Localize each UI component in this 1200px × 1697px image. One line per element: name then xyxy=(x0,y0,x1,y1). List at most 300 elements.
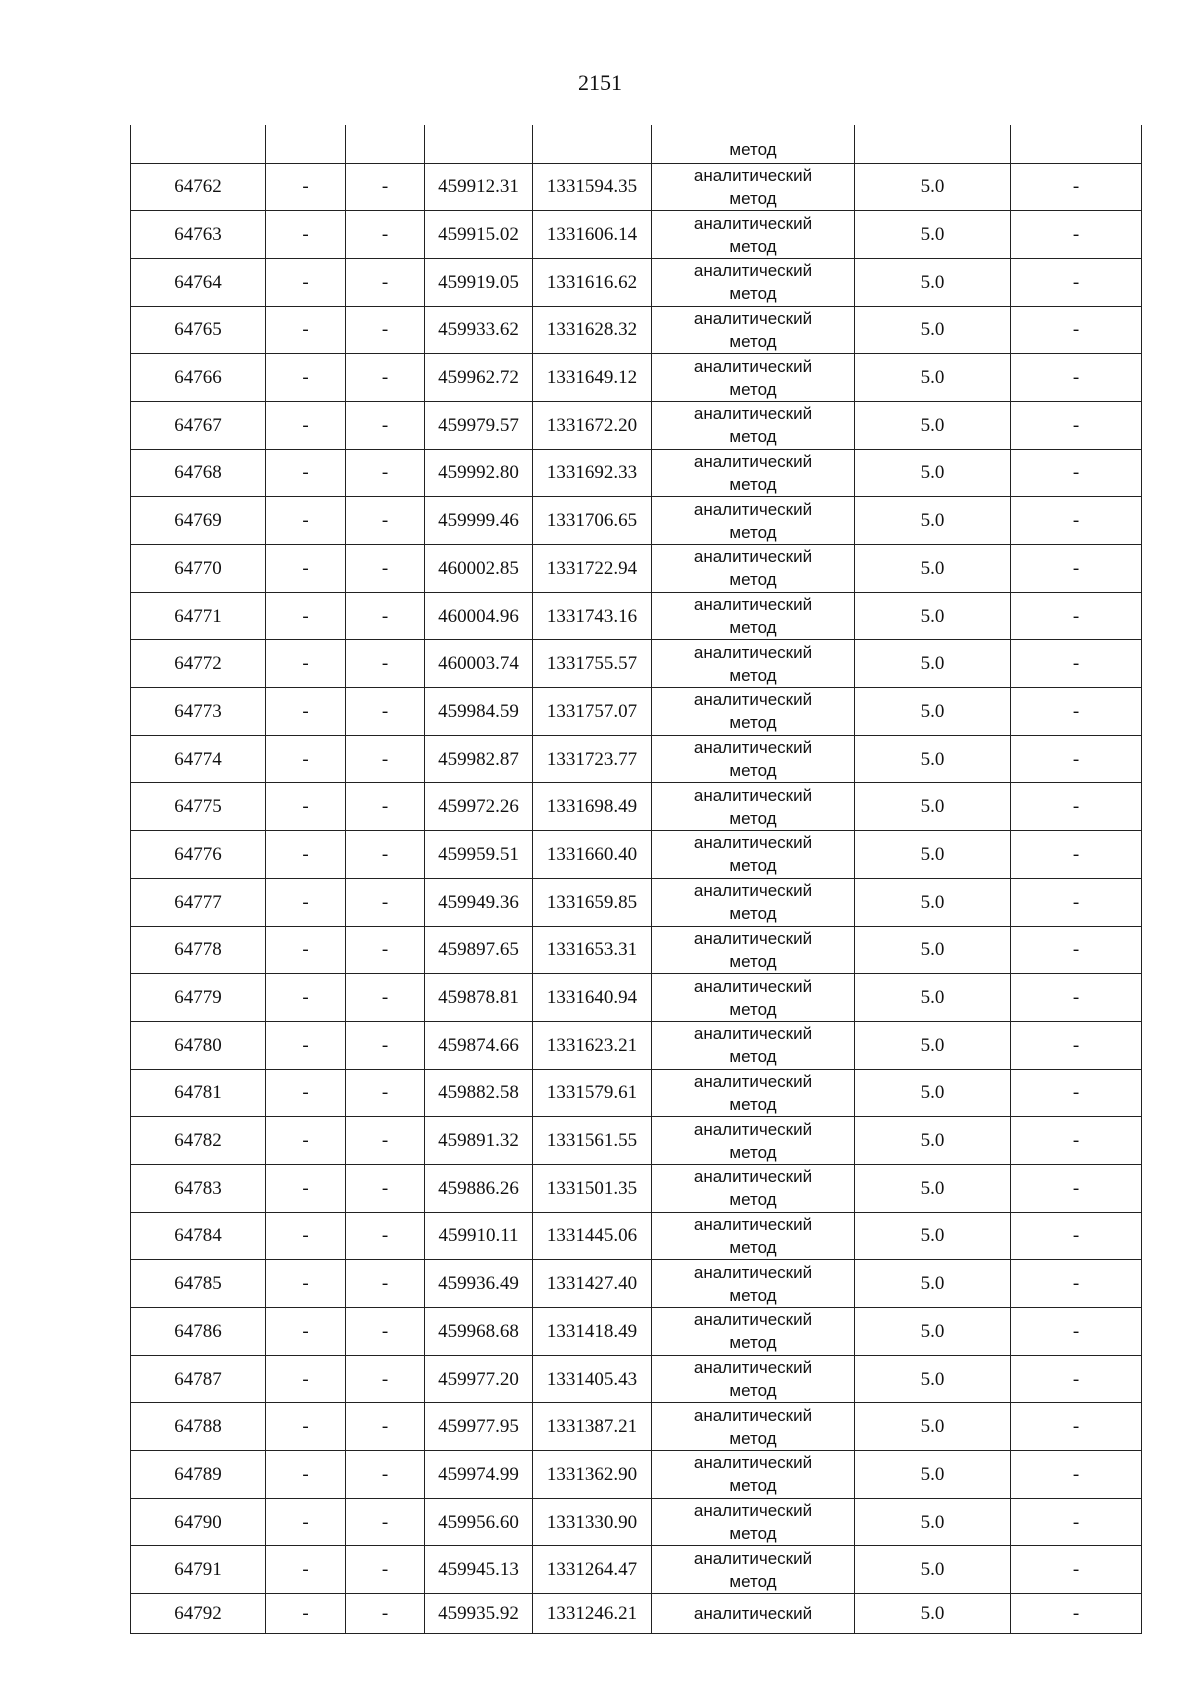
method-line-1: аналитический xyxy=(693,1501,813,1521)
dash-cell: - xyxy=(1011,640,1142,688)
method-line-2: метод xyxy=(729,713,777,733)
method-line-1: аналитический xyxy=(693,404,813,424)
accuracy-cell: 5.0 xyxy=(855,258,1011,306)
dash-cell: - xyxy=(1011,688,1142,736)
method-cell xyxy=(652,497,855,545)
table-row xyxy=(131,1451,1142,1499)
method-line-2: метод xyxy=(729,856,777,876)
y-coordinate-cell: 1331743.16 xyxy=(533,592,652,640)
y-coordinate-cell: 1331264.47 xyxy=(533,1546,652,1594)
dash-cell: - xyxy=(1011,926,1142,974)
dash-cell: - xyxy=(1011,783,1142,831)
y-coordinate-cell: 1331427.40 xyxy=(533,1260,652,1308)
x-coordinate-cell: 459979.57 xyxy=(425,401,533,449)
accuracy-cell: 5.0 xyxy=(855,783,1011,831)
dash-cell: - xyxy=(346,926,425,974)
dash-cell: - xyxy=(266,449,346,497)
dash-cell: - xyxy=(346,592,425,640)
dash-cell: - xyxy=(346,1403,425,1451)
table-row xyxy=(131,1021,1142,1069)
y-coordinate-cell: 1331616.62 xyxy=(533,258,652,306)
method-cell xyxy=(652,1117,855,1165)
dash-cell: - xyxy=(266,640,346,688)
method-cell xyxy=(652,592,855,640)
dash-cell: - xyxy=(346,497,425,545)
method-line-1: аналитический xyxy=(693,1071,813,1091)
dash-cell: - xyxy=(1011,545,1142,593)
dash-cell: - xyxy=(346,1498,425,1546)
method-line-1: аналитический xyxy=(693,785,813,805)
table-row xyxy=(131,878,1142,926)
coordinates-table xyxy=(130,125,1142,1634)
table-row xyxy=(131,1069,1142,1117)
point-number-cell: 64785 xyxy=(131,1260,266,1308)
point-number-cell: 64790 xyxy=(131,1498,266,1546)
dash-cell: - xyxy=(1011,1594,1142,1634)
dash-cell: - xyxy=(1011,1212,1142,1260)
y-coordinate-cell: 1331659.85 xyxy=(533,878,652,926)
point-number-cell: 64787 xyxy=(131,1355,266,1403)
method-cell xyxy=(652,1498,855,1546)
dash-cell: - xyxy=(266,1308,346,1356)
dash-cell: - xyxy=(266,354,346,402)
y-coordinate-cell: 1331692.33 xyxy=(533,449,652,497)
x-coordinate-cell: 459992.80 xyxy=(425,449,533,497)
dash-cell: - xyxy=(346,545,425,593)
method-cell xyxy=(652,1403,855,1451)
table-row xyxy=(131,545,1142,593)
method-cell xyxy=(652,1355,855,1403)
point-number-cell: 64769 xyxy=(131,497,266,545)
accuracy-cell: 5.0 xyxy=(855,1308,1011,1356)
accuracy-cell: 5.0 xyxy=(855,401,1011,449)
method-line-1: аналитический xyxy=(693,1358,813,1378)
dash-cell: - xyxy=(346,163,425,211)
method-line-1: аналитический xyxy=(693,976,813,996)
dash-cell: - xyxy=(266,688,346,736)
dash-cell: - xyxy=(346,1069,425,1117)
dash-cell: - xyxy=(1011,163,1142,211)
x-coordinate-cell: 459878.81 xyxy=(425,974,533,1022)
accuracy-cell: 5.0 xyxy=(855,1546,1011,1594)
dash-cell: - xyxy=(1011,401,1142,449)
table-row xyxy=(131,1164,1142,1212)
y-coordinate-cell: 1331330.90 xyxy=(533,1498,652,1546)
x-coordinate-cell: 459919.05 xyxy=(425,258,533,306)
y-coordinate-cell: 1331387.21 xyxy=(533,1403,652,1451)
dash-cell: - xyxy=(266,1594,346,1634)
dash-cell: - xyxy=(346,1451,425,1499)
table-row xyxy=(131,688,1142,736)
dash-cell: - xyxy=(1011,497,1142,545)
dash-cell: - xyxy=(266,592,346,640)
dash-cell: - xyxy=(346,354,425,402)
dash-cell: - xyxy=(346,258,425,306)
table-row xyxy=(131,783,1142,831)
table-row xyxy=(131,1117,1142,1165)
accuracy-cell: 5.0 xyxy=(855,163,1011,211)
dash-cell: - xyxy=(346,783,425,831)
accuracy-cell: 5.0 xyxy=(855,735,1011,783)
method-line-1: аналитический xyxy=(693,213,813,233)
method-cell xyxy=(652,1451,855,1499)
dash-cell: - xyxy=(346,735,425,783)
dash-cell: - xyxy=(346,1212,425,1260)
x-coordinate-cell: 459891.32 xyxy=(425,1117,533,1165)
method-line-1: аналитический xyxy=(693,1119,813,1139)
dash-cell: - xyxy=(266,974,346,1022)
method-line-1: аналитический xyxy=(693,1262,813,1282)
y-coordinate-cell: 1331445.06 xyxy=(533,1212,652,1260)
accuracy-cell: 5.0 xyxy=(855,1069,1011,1117)
table-row xyxy=(131,974,1142,1022)
x-coordinate-cell: 459962.72 xyxy=(425,354,533,402)
table-row-continuation xyxy=(131,125,1142,163)
accuracy-cell: 5.0 xyxy=(855,449,1011,497)
method-line-2: метод xyxy=(729,951,777,971)
method-cell xyxy=(652,688,855,736)
method-line-2: метод xyxy=(729,1190,777,1210)
x-coordinate-cell: 459956.60 xyxy=(425,1498,533,1546)
dash-cell: - xyxy=(266,163,346,211)
dash-cell: - xyxy=(266,1546,346,1594)
method-line-1: аналитический xyxy=(693,881,813,901)
x-coordinate-cell: 459882.58 xyxy=(425,1069,533,1117)
dash-cell: - xyxy=(266,1069,346,1117)
table-row xyxy=(131,831,1142,879)
accuracy-cell: 5.0 xyxy=(855,1355,1011,1403)
dash-cell: - xyxy=(266,1355,346,1403)
dash-cell: - xyxy=(266,211,346,259)
y-coordinate-cell: 1331649.12 xyxy=(533,354,652,402)
method-cell xyxy=(652,354,855,402)
dash-cell: - xyxy=(266,497,346,545)
method-cell xyxy=(652,306,855,354)
dash-cell: - xyxy=(1011,1164,1142,1212)
method-line-1: аналитический xyxy=(693,1024,813,1044)
dash-cell: - xyxy=(1011,974,1142,1022)
dash-cell: - xyxy=(1011,878,1142,926)
dash-cell: - xyxy=(266,783,346,831)
dash-cell: - xyxy=(266,878,346,926)
method-line-2: метод xyxy=(729,236,777,256)
dash-cell: - xyxy=(266,1451,346,1499)
accuracy-cell: 5.0 xyxy=(855,1498,1011,1546)
point-number-cell: 64780 xyxy=(131,1021,266,1069)
point-number-cell: 64767 xyxy=(131,401,266,449)
method-line-2: метод xyxy=(729,1094,777,1114)
y-coordinate-cell: 1331418.49 xyxy=(533,1308,652,1356)
y-coordinate-cell: 1331594.35 xyxy=(533,163,652,211)
dash-cell: - xyxy=(346,401,425,449)
dash-cell: - xyxy=(1011,1117,1142,1165)
accuracy-cell: 5.0 xyxy=(855,640,1011,688)
x-coordinate-cell: 459874.66 xyxy=(425,1021,533,1069)
x-coordinate-cell: 459936.49 xyxy=(425,1260,533,1308)
method-line-2: метод xyxy=(729,379,777,399)
method-cell xyxy=(652,1594,855,1634)
method-line-2: метод xyxy=(729,331,777,351)
point-number-cell: 64768 xyxy=(131,449,266,497)
table-row xyxy=(131,1212,1142,1260)
point-number-cell: 64764 xyxy=(131,258,266,306)
x-coordinate-cell: 459968.68 xyxy=(425,1308,533,1356)
dash-cell: - xyxy=(1011,1069,1142,1117)
x-coordinate-cell: 460002.85 xyxy=(425,545,533,593)
x-coordinate-cell: 460004.96 xyxy=(425,592,533,640)
table-row xyxy=(131,1498,1142,1546)
method-cell xyxy=(652,401,855,449)
dash-cell: - xyxy=(266,1260,346,1308)
accuracy-cell: 5.0 xyxy=(855,1117,1011,1165)
y-coordinate-cell: 1331405.43 xyxy=(533,1355,652,1403)
method-line-2: метод xyxy=(729,761,777,781)
x-coordinate-cell: 459999.46 xyxy=(425,497,533,545)
x-coordinate-cell: 459972.26 xyxy=(425,783,533,831)
dash-cell: - xyxy=(346,1594,425,1634)
dash-cell: - xyxy=(346,1021,425,1069)
point-number-cell: 64775 xyxy=(131,783,266,831)
x-coordinate-cell: 459915.02 xyxy=(425,211,533,259)
point-number-cell: 64778 xyxy=(131,926,266,974)
method-cell xyxy=(652,974,855,1022)
method-line-1: аналитический xyxy=(693,1604,813,1624)
table-row xyxy=(131,926,1142,974)
method-cell xyxy=(652,640,855,688)
page-number: 2151 xyxy=(578,70,622,95)
method-line-2: метод xyxy=(729,1142,777,1162)
x-coordinate-cell: 459933.62 xyxy=(425,306,533,354)
method-line-2: метод xyxy=(729,1285,777,1305)
table-row xyxy=(131,306,1142,354)
dash-cell: - xyxy=(346,878,425,926)
method-line-2: метод xyxy=(729,1476,777,1496)
x-coordinate-cell: 459912.31 xyxy=(425,163,533,211)
table-row xyxy=(131,354,1142,402)
point-number-cell: 64783 xyxy=(131,1164,266,1212)
method-line-2: метод xyxy=(729,1381,777,1401)
dash-cell: - xyxy=(1011,592,1142,640)
dash-cell: - xyxy=(346,1546,425,1594)
method-cell xyxy=(652,1308,855,1356)
point-number-cell: 64762 xyxy=(131,163,266,211)
method-line-1: аналитический xyxy=(693,1310,813,1330)
dash-cell: - xyxy=(346,831,425,879)
dash-cell: - xyxy=(1011,1021,1142,1069)
y-coordinate-cell: 1331653.31 xyxy=(533,926,652,974)
method-cell xyxy=(652,783,855,831)
y-coordinate-cell: 1331723.77 xyxy=(533,735,652,783)
method-line-2: метод xyxy=(729,1428,777,1448)
method-line-2: метод xyxy=(729,1524,777,1544)
y-coordinate-cell: 1331757.07 xyxy=(533,688,652,736)
accuracy-cell: 5.0 xyxy=(855,497,1011,545)
dash-cell: - xyxy=(1011,258,1142,306)
table-row xyxy=(131,163,1142,211)
dash-cell: - xyxy=(266,1498,346,1546)
point-number-cell: 64789 xyxy=(131,1451,266,1499)
method-line-1: аналитический xyxy=(693,1214,813,1234)
method-cell xyxy=(652,545,855,593)
accuracy-cell: 5.0 xyxy=(855,354,1011,402)
dash-cell: - xyxy=(1011,1308,1142,1356)
accuracy-cell: 5.0 xyxy=(855,306,1011,354)
dash-cell: - xyxy=(266,306,346,354)
dash-cell: - xyxy=(266,1403,346,1451)
dash-cell: - xyxy=(266,831,346,879)
accuracy-cell: 5.0 xyxy=(855,1021,1011,1069)
dash-cell: - xyxy=(266,545,346,593)
method-line-2: метод xyxy=(729,1047,777,1067)
dash-cell: - xyxy=(266,926,346,974)
y-coordinate-cell: 1331362.90 xyxy=(533,1451,652,1499)
method-line-2: метод xyxy=(729,1571,777,1591)
method-line-1: аналитический xyxy=(693,1453,813,1473)
y-coordinate-cell: 1331561.55 xyxy=(533,1117,652,1165)
method-line-2: метод xyxy=(729,188,777,208)
method-cell xyxy=(652,831,855,879)
point-number-cell: 64770 xyxy=(131,545,266,593)
accuracy-cell: 5.0 xyxy=(855,1451,1011,1499)
dash-cell: - xyxy=(346,974,425,1022)
method-cell: метод xyxy=(652,125,855,163)
accuracy-cell: 5.0 xyxy=(855,688,1011,736)
dash-cell: - xyxy=(346,688,425,736)
x-coordinate-cell: 459897.65 xyxy=(425,926,533,974)
accuracy-cell: 5.0 xyxy=(855,974,1011,1022)
method-line-1: аналитический xyxy=(693,547,813,567)
method-line-2: метод xyxy=(729,999,777,1019)
accuracy-cell: 5.0 xyxy=(855,545,1011,593)
method-line-1: аналитический xyxy=(693,833,813,853)
accuracy-cell: 5.0 xyxy=(855,211,1011,259)
dash-cell: - xyxy=(346,1117,425,1165)
point-number-cell: 64772 xyxy=(131,640,266,688)
y-coordinate-cell: 1331722.94 xyxy=(533,545,652,593)
table-row xyxy=(131,640,1142,688)
x-coordinate-cell: 459945.13 xyxy=(425,1546,533,1594)
dash-cell: - xyxy=(1011,735,1142,783)
method-cell xyxy=(652,1069,855,1117)
table-row xyxy=(131,497,1142,545)
point-number-cell: 64782 xyxy=(131,1117,266,1165)
x-coordinate-cell: 460003.74 xyxy=(425,640,533,688)
table-row xyxy=(131,449,1142,497)
table-row xyxy=(131,1260,1142,1308)
method-cell xyxy=(652,735,855,783)
method-cell xyxy=(652,926,855,974)
dash-cell: - xyxy=(266,401,346,449)
dash-cell: - xyxy=(346,1164,425,1212)
point-number-cell: 64779 xyxy=(131,974,266,1022)
method-cell xyxy=(652,1212,855,1260)
method-line-2: метод xyxy=(729,1333,777,1353)
point-number-cell: 64777 xyxy=(131,878,266,926)
table-row xyxy=(131,1308,1142,1356)
method-cell xyxy=(652,211,855,259)
accuracy-cell: 5.0 xyxy=(855,1403,1011,1451)
accuracy-cell: 5.0 xyxy=(855,831,1011,879)
method-line-1: аналитический xyxy=(693,642,813,662)
point-number-cell: 64788 xyxy=(131,1403,266,1451)
method-line-1: аналитический xyxy=(693,451,813,471)
method-cell xyxy=(652,1021,855,1069)
method-line-2: метод xyxy=(729,284,777,304)
dash-cell: - xyxy=(1011,1451,1142,1499)
dash-cell: - xyxy=(266,258,346,306)
dash-cell: - xyxy=(266,1021,346,1069)
method-cell xyxy=(652,1164,855,1212)
accuracy-cell: 5.0 xyxy=(855,1212,1011,1260)
method-line-1: аналитический xyxy=(693,1167,813,1187)
x-coordinate-cell: 459982.87 xyxy=(425,735,533,783)
y-coordinate-cell: 1331579.61 xyxy=(533,1069,652,1117)
dash-cell: - xyxy=(1011,354,1142,402)
dash-cell: - xyxy=(1011,1546,1142,1594)
method-line-2: метод xyxy=(729,808,777,828)
point-number-cell: 64774 xyxy=(131,735,266,783)
method-line-2: метод xyxy=(729,570,777,590)
method-line-1: аналитический xyxy=(693,690,813,710)
dash-cell: - xyxy=(346,1260,425,1308)
point-number-cell: 64776 xyxy=(131,831,266,879)
point-number-cell: 64784 xyxy=(131,1212,266,1260)
method-cell xyxy=(652,449,855,497)
table-row xyxy=(131,1594,1142,1634)
method-line-1: аналитический xyxy=(693,308,813,328)
dash-cell: - xyxy=(1011,1355,1142,1403)
y-coordinate-cell: 1331660.40 xyxy=(533,831,652,879)
dash-cell: - xyxy=(1011,1498,1142,1546)
x-coordinate-cell: 459949.36 xyxy=(425,878,533,926)
x-coordinate-cell: 459984.59 xyxy=(425,688,533,736)
x-coordinate-cell: 459977.20 xyxy=(425,1355,533,1403)
table-row xyxy=(131,592,1142,640)
table-row xyxy=(131,258,1142,306)
dash-cell: - xyxy=(1011,306,1142,354)
method-line-2: метод xyxy=(729,474,777,494)
point-number-cell: 64791 xyxy=(131,1546,266,1594)
accuracy-cell: 5.0 xyxy=(855,1260,1011,1308)
point-number-cell: 64771 xyxy=(131,592,266,640)
dash-cell: - xyxy=(346,306,425,354)
method-line-1: аналитический xyxy=(693,928,813,948)
table-row xyxy=(131,1546,1142,1594)
y-coordinate-cell: 1331698.49 xyxy=(533,783,652,831)
y-coordinate-cell: 1331501.35 xyxy=(533,1164,652,1212)
y-coordinate-cell: 1331246.21 xyxy=(533,1594,652,1634)
dash-cell: - xyxy=(266,1117,346,1165)
method-line-2: метод xyxy=(729,1237,777,1257)
y-coordinate-cell: 1331606.14 xyxy=(533,211,652,259)
dash-cell: - xyxy=(266,1212,346,1260)
method-line-2: метод xyxy=(729,665,777,685)
method-line-1: аналитический xyxy=(693,356,813,376)
y-coordinate-cell: 1331755.57 xyxy=(533,640,652,688)
table-row xyxy=(131,211,1142,259)
method-line-1: аналитический xyxy=(693,595,813,615)
dash-cell: - xyxy=(266,735,346,783)
x-coordinate-cell: 459910.11 xyxy=(425,1212,533,1260)
dash-cell: - xyxy=(1011,1260,1142,1308)
y-coordinate-cell: 1331640.94 xyxy=(533,974,652,1022)
y-coordinate-cell: 1331672.20 xyxy=(533,401,652,449)
point-number-cell: 64781 xyxy=(131,1069,266,1117)
x-coordinate-cell: 459977.95 xyxy=(425,1403,533,1451)
method-line-2: метод xyxy=(729,618,777,638)
y-coordinate-cell: 1331623.21 xyxy=(533,1021,652,1069)
accuracy-cell: 5.0 xyxy=(855,878,1011,926)
